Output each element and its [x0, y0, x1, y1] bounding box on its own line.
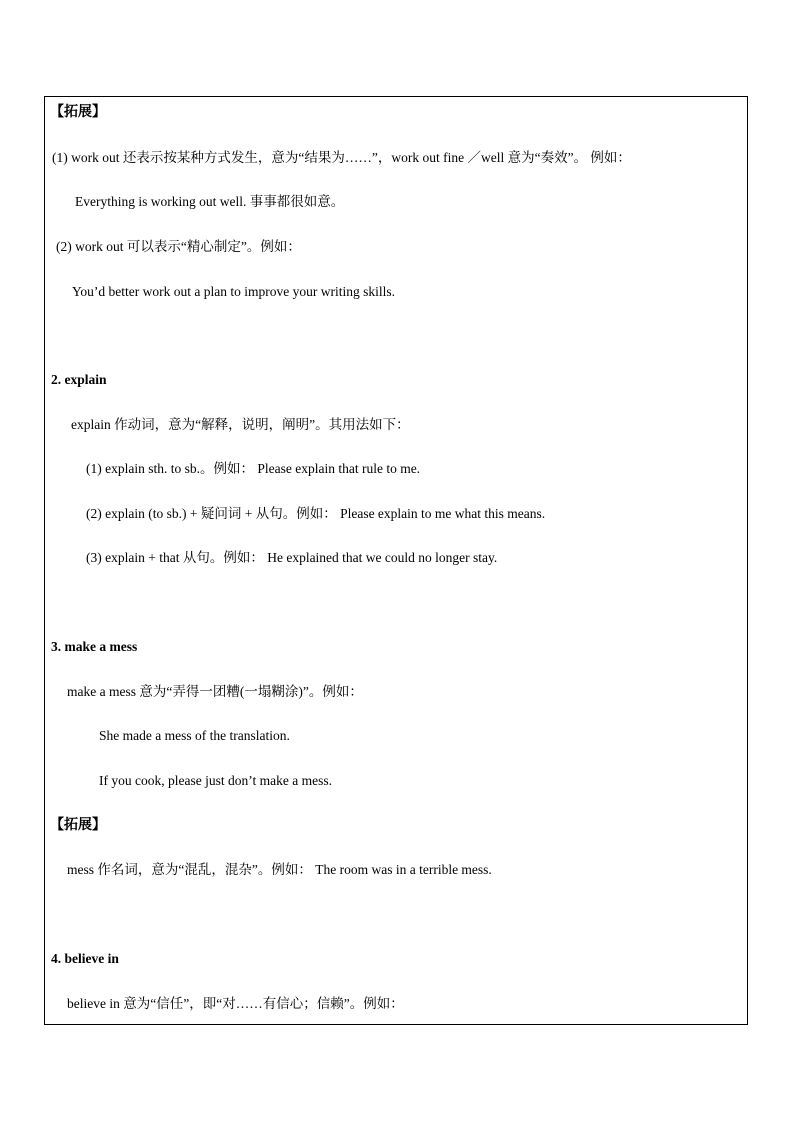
- make-a-mess-heading: 3. make a mess: [51, 639, 138, 654]
- make-a-mess-example-1: She made a mess of the translation.: [99, 728, 290, 743]
- explain-intro: explain 作动词，意为“解释，说明，阐明”。其用法如下：: [71, 417, 410, 432]
- make-a-mess-example-2: If you cook, please just don’t make a mess.: [99, 773, 332, 788]
- expand-heading-2: 【拓展】: [50, 817, 106, 833]
- believe-in-intro: believe in 意为“信任”，即“对……有信心；信赖”。例如：: [67, 996, 404, 1011]
- explain-usage-2: (2) explain (to sb.) + 疑问词 + 从句。例如： Please explain to me what this means.: [86, 506, 546, 521]
- work-out-point-2: (2) work out 可以表示“精心制定”。例如：: [56, 239, 301, 254]
- work-out-point-1: (1) work out 还表示按某种方式发生，意为“结果为……”，work out fine ／well 意为“奏效”。 例如：: [52, 150, 631, 165]
- expand-heading: 【拓展】: [50, 104, 106, 120]
- work-out-example-1: Everything is working out well. 事事都很如意。: [75, 194, 345, 209]
- explain-heading: 2. explain: [51, 372, 107, 387]
- mess-noun-text: mess 作名词，意为“混乱，混杂”。例如： The room was in a terrible mess.: [67, 862, 492, 877]
- explain-usage-1: (1) explain sth. to sb.。例如： Please explain that rule to me.: [86, 461, 421, 476]
- believe-in-heading: 4. believe in: [51, 951, 119, 966]
- work-out-example-2: You’d better work out a plan to improve your writing skills.: [72, 284, 395, 299]
- make-a-mess-intro: make a mess 意为“弄得一团糟(一塌糊涂)”。例如：: [67, 684, 363, 699]
- explain-usage-3: (3) explain + that 从句。例如： He explained that we could no longer stay.: [86, 550, 498, 565]
